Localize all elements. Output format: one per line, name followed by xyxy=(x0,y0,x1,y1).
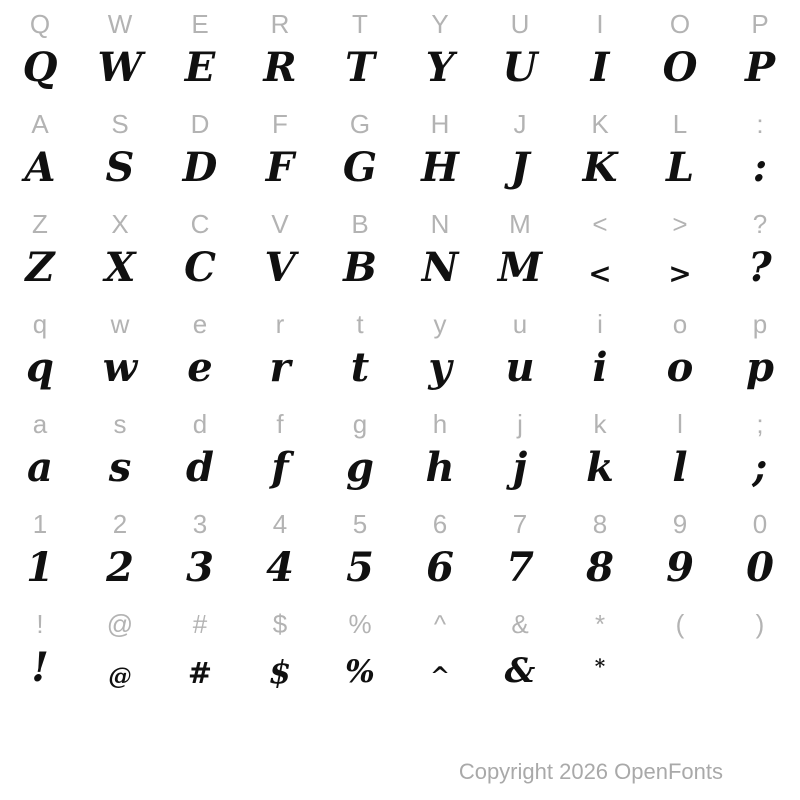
script-glyph: V xyxy=(264,244,296,291)
reference-glyph: N xyxy=(430,209,450,239)
reference-glyph: V xyxy=(271,209,289,239)
copyright-text: Copyright 2026 OpenFonts xyxy=(458,759,723,784)
script-glyph: h xyxy=(425,444,455,491)
digits-row-ref-line xyxy=(0,500,800,537)
script-glyph: ^ xyxy=(429,661,451,690)
lowercase-home-row-ref-line xyxy=(0,400,800,437)
reference-glyph: 3 xyxy=(192,509,208,539)
script-glyph: E xyxy=(184,44,216,91)
reference-glyph: ^ xyxy=(433,609,447,639)
script-glyph: Z xyxy=(25,244,55,291)
reference-glyph: G xyxy=(349,109,371,139)
reference-glyph: 5 xyxy=(352,509,368,539)
script-glyph: J xyxy=(510,144,530,191)
script-glyph: o xyxy=(666,344,694,391)
reference-glyph: P xyxy=(751,9,769,39)
reference-glyph: S xyxy=(111,109,129,139)
reference-glyph: t xyxy=(356,309,364,339)
reference-glyph: C xyxy=(190,209,210,239)
reference-glyph: i xyxy=(597,309,603,339)
uppercase-home-row-ref-line xyxy=(0,100,800,137)
reference-glyph: ) xyxy=(755,609,765,639)
script-glyph: d xyxy=(186,444,214,491)
reference-glyph: J xyxy=(513,109,527,139)
script-glyph: j xyxy=(512,444,528,491)
script-glyph: w xyxy=(102,344,138,391)
reference-glyph: : xyxy=(756,109,764,139)
script-glyph: Q xyxy=(22,44,58,91)
script-glyph: f xyxy=(271,444,289,491)
script-glyph: r xyxy=(269,344,291,391)
reference-glyph: ( xyxy=(675,609,685,639)
reference-glyph: < xyxy=(592,209,608,239)
uppercase-bottom-row-ref-line xyxy=(0,200,800,237)
reference-glyph: % xyxy=(348,609,372,639)
script-glyph: # xyxy=(187,656,213,691)
script-glyph: 8 xyxy=(586,544,614,591)
reference-glyph: L xyxy=(672,109,688,139)
reference-glyph: X xyxy=(111,209,129,239)
script-glyph: I xyxy=(590,44,610,91)
reference-glyph: l xyxy=(677,409,683,439)
script-glyph: t xyxy=(350,344,370,391)
reference-glyph: j xyxy=(517,409,523,439)
glyph-group-digits-row xyxy=(0,500,800,600)
reference-glyph: f xyxy=(276,409,284,439)
script-glyph: 2 xyxy=(106,544,134,591)
script-glyph: % xyxy=(345,653,375,690)
reference-glyph: 2 xyxy=(112,509,128,539)
reference-glyph: F xyxy=(272,109,288,139)
reference-glyph: O xyxy=(669,9,691,39)
reference-glyph: y xyxy=(433,309,447,339)
lowercase-top-row-ref-line xyxy=(0,300,800,337)
script-glyph: W xyxy=(97,44,143,91)
glyph-group-symbols-row xyxy=(0,600,800,700)
reference-glyph: A xyxy=(31,109,49,139)
reference-glyph: u xyxy=(512,309,528,339)
script-glyph: 1 xyxy=(26,544,54,591)
script-glyph: k xyxy=(586,444,614,491)
script-glyph: q xyxy=(26,344,54,391)
script-glyph: B xyxy=(343,244,377,291)
script-glyph: 5 xyxy=(346,544,374,591)
script-glyph: 7 xyxy=(506,544,534,591)
reference-glyph: E xyxy=(191,9,209,39)
script-glyph: l xyxy=(672,444,688,491)
script-glyph: ! xyxy=(31,644,49,691)
reference-glyph: 9 xyxy=(672,509,688,539)
script-glyph xyxy=(640,637,720,688)
script-glyph: y xyxy=(428,344,452,391)
script-glyph: S xyxy=(105,144,135,191)
script-glyph: 4 xyxy=(266,544,294,591)
reference-glyph: g xyxy=(352,409,368,439)
reference-glyph: k xyxy=(593,409,607,439)
reference-glyph: H xyxy=(430,109,450,139)
script-glyph: ? xyxy=(748,244,772,291)
reference-glyph: 0 xyxy=(752,509,768,539)
uppercase-bottom-row-preview-line xyxy=(0,237,800,291)
reference-glyph: w xyxy=(110,309,130,339)
script-glyph: K xyxy=(582,144,618,191)
lowercase-top-row-preview-line xyxy=(0,337,800,391)
script-glyph: s xyxy=(108,444,132,491)
symbols-row-preview-line xyxy=(0,637,800,691)
reference-glyph: B xyxy=(351,209,369,239)
reference-glyph: Z xyxy=(32,209,48,239)
script-glyph: < xyxy=(588,257,612,290)
reference-glyph: 7 xyxy=(512,509,528,539)
glyph-group-lowercase-home-row xyxy=(0,400,800,500)
reference-glyph: 1 xyxy=(32,509,48,539)
reference-glyph: Y xyxy=(431,9,449,39)
script-glyph: 6 xyxy=(426,544,454,591)
reference-glyph: T xyxy=(352,9,368,39)
script-glyph: a xyxy=(27,444,53,491)
script-glyph: R xyxy=(263,44,297,91)
script-glyph xyxy=(720,637,800,688)
script-glyph: 3 xyxy=(186,544,214,591)
reference-glyph: s xyxy=(113,409,127,439)
reference-glyph: 4 xyxy=(272,509,288,539)
reference-glyph: Q xyxy=(29,9,51,39)
reference-glyph: 6 xyxy=(432,509,448,539)
reference-glyph: R xyxy=(270,9,290,39)
digits-row-preview-line xyxy=(0,537,800,591)
script-glyph: i xyxy=(592,344,608,391)
glyph-group-uppercase-top-row xyxy=(0,0,800,100)
reference-glyph: I xyxy=(596,9,604,39)
uppercase-top-row-ref-line xyxy=(0,0,800,37)
script-glyph: : xyxy=(752,144,768,191)
reference-glyph: D xyxy=(190,109,210,139)
script-glyph: 0 xyxy=(746,544,774,591)
reference-glyph: & xyxy=(511,609,529,639)
uppercase-home-row-preview-line xyxy=(0,137,800,191)
script-glyph: p xyxy=(746,344,774,391)
script-glyph: & xyxy=(504,651,536,691)
reference-glyph: ? xyxy=(752,209,768,239)
uppercase-top-row-preview-line xyxy=(0,37,800,91)
reference-glyph: q xyxy=(32,309,48,339)
reference-glyph: e xyxy=(192,309,208,339)
glyph-group-uppercase-home-row xyxy=(0,100,800,200)
script-glyph: $ xyxy=(268,653,292,691)
script-glyph: M xyxy=(497,244,543,291)
reference-glyph: o xyxy=(672,309,688,339)
script-glyph: A xyxy=(24,144,56,191)
reference-glyph: h xyxy=(432,409,448,439)
reference-glyph: * xyxy=(594,609,606,639)
script-glyph: G xyxy=(342,144,378,191)
script-glyph: T xyxy=(345,44,375,91)
reference-glyph: > xyxy=(672,209,688,239)
glyph-group-uppercase-bottom-row xyxy=(0,200,800,300)
reference-glyph: M xyxy=(509,209,531,239)
script-glyph: Y xyxy=(425,44,455,91)
script-glyph: ; xyxy=(752,444,768,491)
script-glyph: F xyxy=(265,144,295,191)
script-glyph: L xyxy=(665,144,695,191)
reference-glyph: @ xyxy=(106,609,134,639)
reference-glyph: $ xyxy=(272,609,288,639)
script-glyph: > xyxy=(668,257,692,290)
script-glyph: @ xyxy=(108,662,132,690)
reference-glyph: ; xyxy=(756,409,764,439)
reference-glyph: d xyxy=(192,409,208,439)
script-glyph: N xyxy=(421,244,459,291)
script-glyph: * xyxy=(594,654,606,678)
script-glyph: u xyxy=(505,344,535,391)
reference-glyph: r xyxy=(275,309,285,339)
symbols-row-ref-line xyxy=(0,600,800,637)
reference-glyph: # xyxy=(192,609,208,639)
script-glyph: 9 xyxy=(666,544,694,591)
reference-glyph: ! xyxy=(36,609,44,639)
lowercase-home-row-preview-line xyxy=(0,437,800,491)
reference-glyph: K xyxy=(591,109,609,139)
script-glyph: C xyxy=(184,244,216,291)
reference-glyph: a xyxy=(32,409,48,439)
glyph-group-lowercase-top-row xyxy=(0,300,800,400)
reference-glyph: p xyxy=(752,309,768,339)
reference-glyph: U xyxy=(510,9,530,39)
script-glyph: e xyxy=(187,344,213,391)
script-glyph: H xyxy=(421,144,459,191)
script-glyph: g xyxy=(346,444,374,491)
script-glyph: D xyxy=(182,144,218,191)
reference-glyph: W xyxy=(107,9,133,39)
script-glyph: O xyxy=(662,44,698,91)
script-glyph: X xyxy=(104,244,136,291)
script-glyph: P xyxy=(744,44,776,91)
script-glyph: U xyxy=(502,44,538,91)
reference-glyph: 8 xyxy=(592,509,608,539)
